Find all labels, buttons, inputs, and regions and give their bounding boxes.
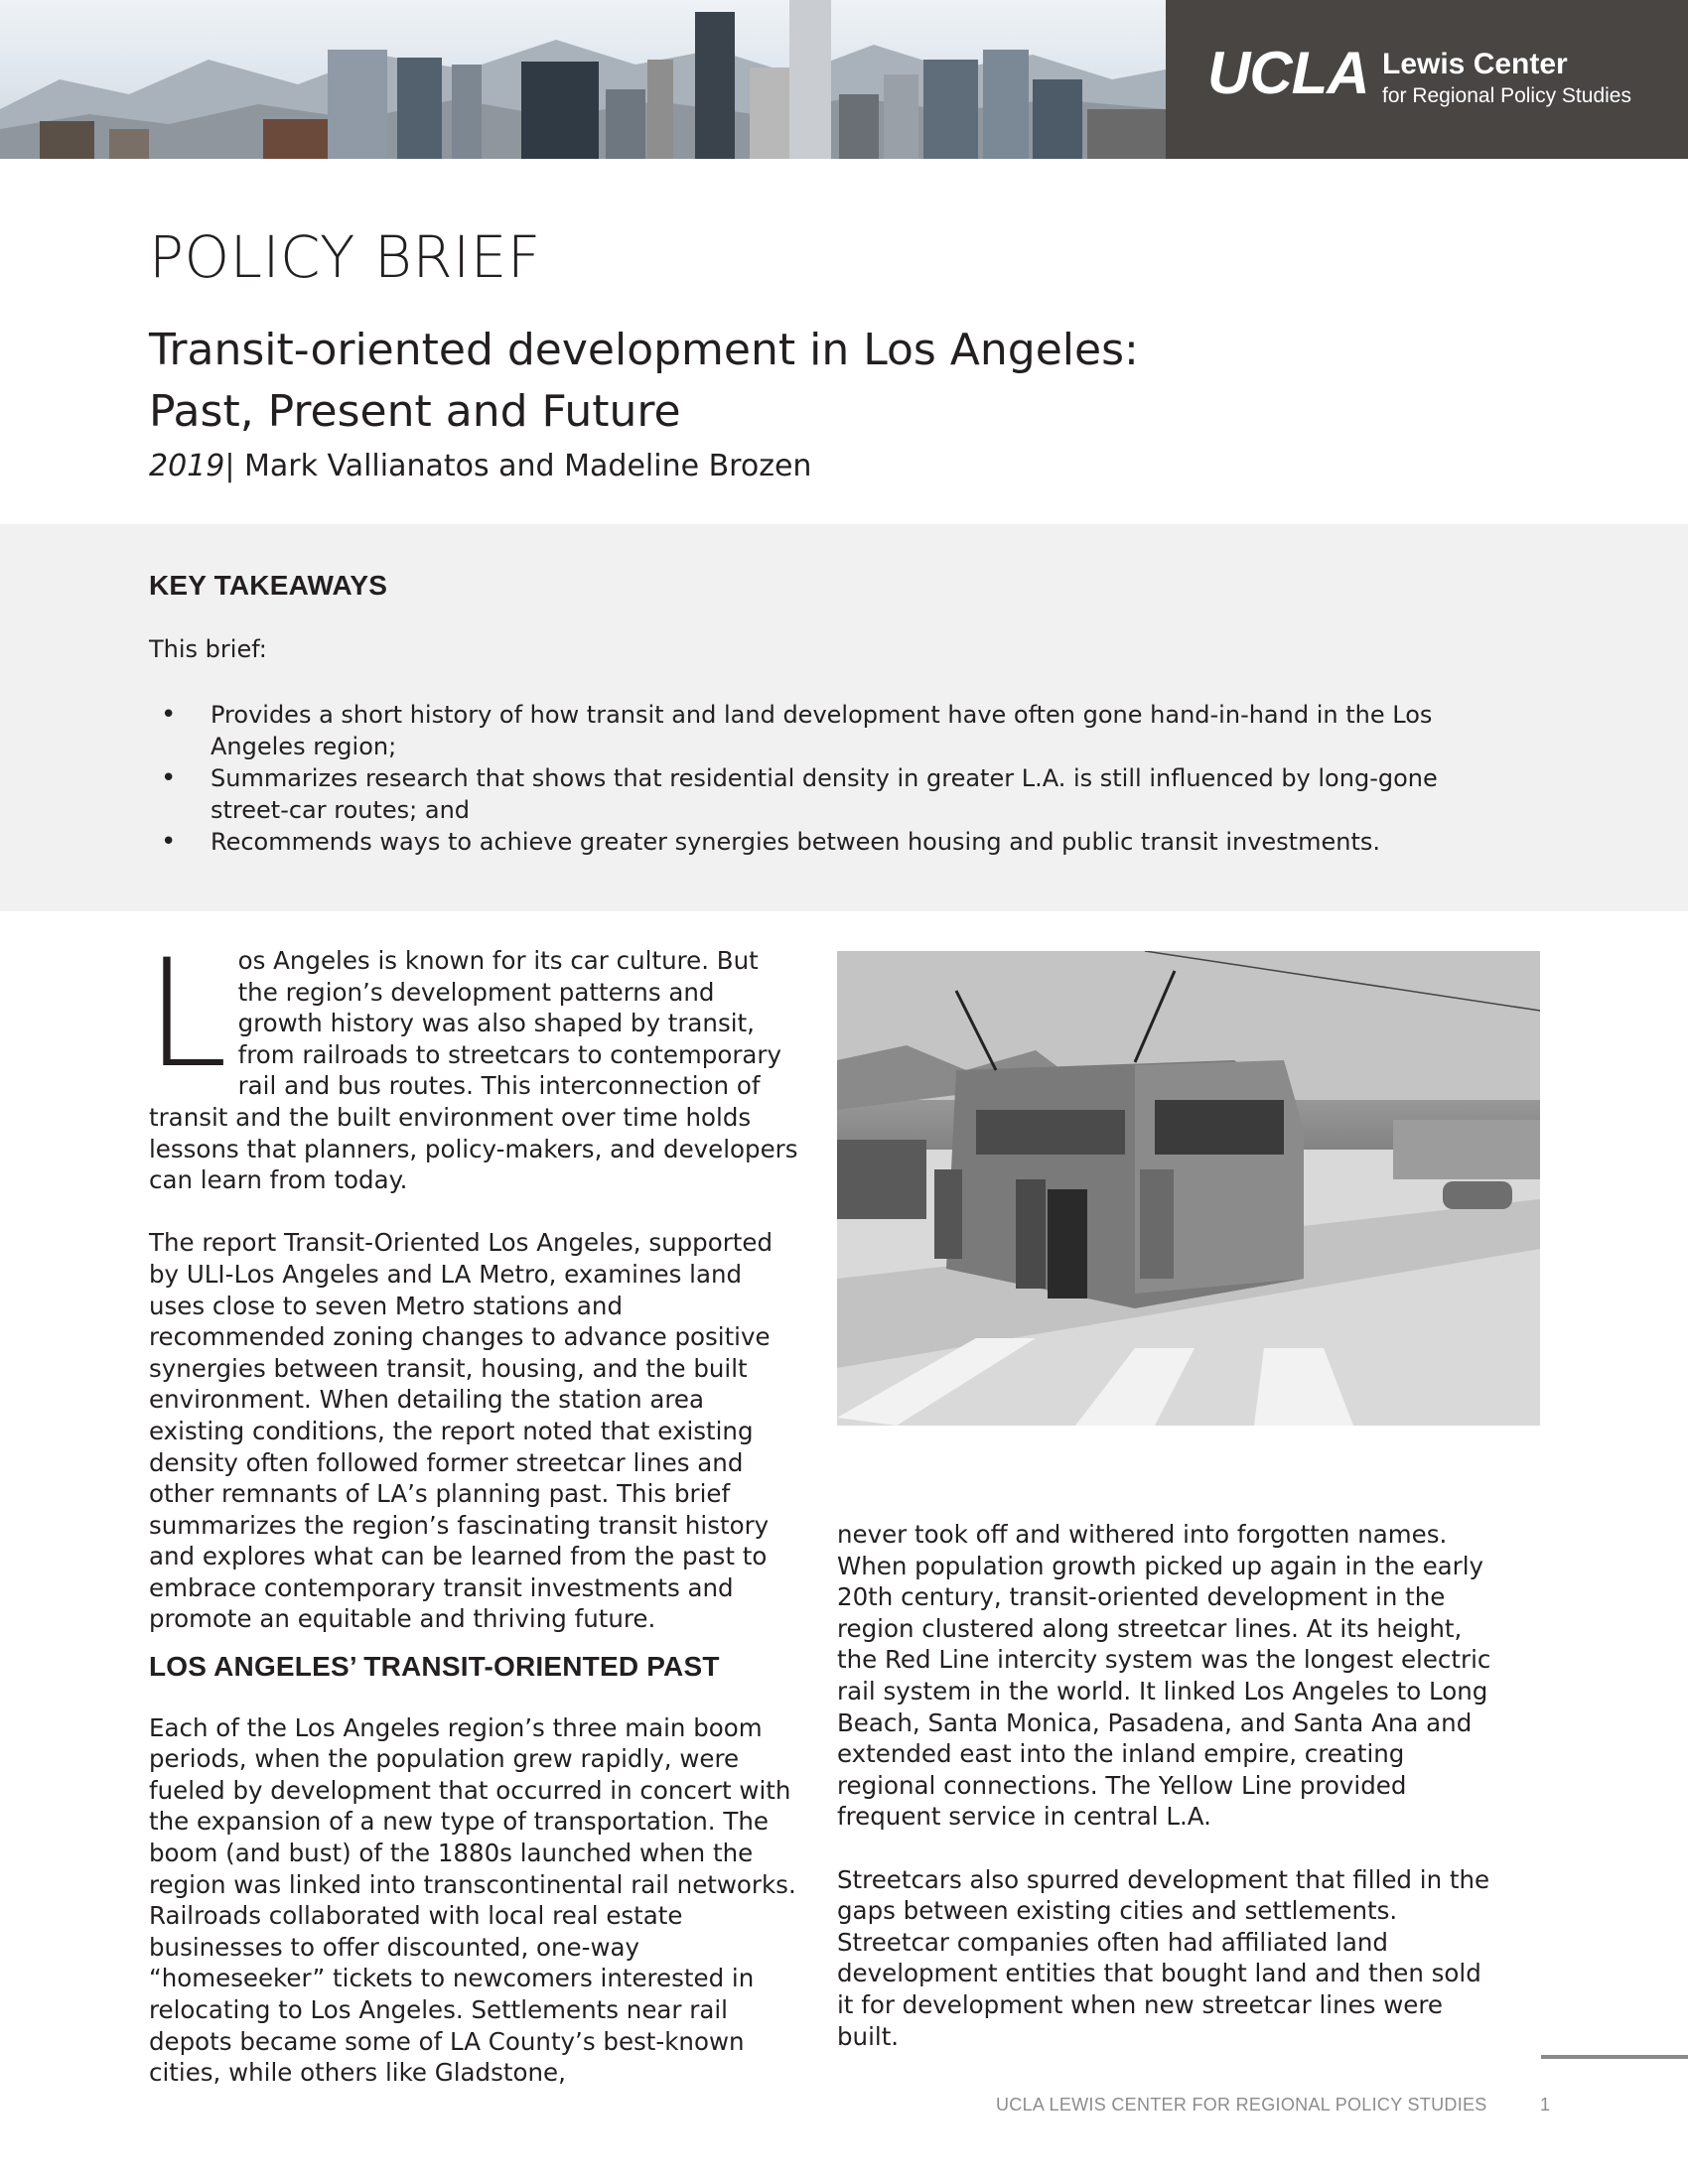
header-banner <box>0 0 1688 159</box>
key-takeaways-list <box>149 699 1519 858</box>
ucla-logo: UCLA <box>1207 40 1369 106</box>
streetcar-photo <box>837 951 1540 1426</box>
publication-year: 2019 <box>149 449 225 483</box>
report-paragraph: The report Transit-Oriented Los Angeles, supported by ULI-Los Angeles and LA Metro, examines land uses close to seven Metro stations and recommended zoning changes to advance positive synergies between transit, housing, and the built environment. When detailing the station area existing conditions, the report noted that existing density often followed former streetcar lines and other remnants of LA’s planning past. This brief summarizes the region’s fascinating transit history and explores what can be learned from the past to embrace contemporary transit investments and promote an equitable and thriving future. <box>149 1228 774 1634</box>
intro-text: os Angeles is known for its car culture. But the region’s development patterns and growth history was also shaped by transit, from railroads to streetcars to contemporary rail and bus routes. This interconnection of transit and the built environment over time holds lessons that planners, policy-makers, and developers can learn from today. <box>149 946 798 1195</box>
takeaway-item: • Summarizes research that shows that residential density in greater L.A. is still influenced by long-gone street-car routes; and <box>149 762 1519 826</box>
intro-paragraph <box>145 928 804 1196</box>
body-column-right <box>837 1519 1500 2052</box>
body-column-left <box>145 928 804 2089</box>
boom-paragraph: Each of the Los Angeles region’s three main boom periods, when the population grew rapidly, were fueled by development that occurred in concert with the expansion of a new type of transportation. The boom (and bust) of the 1880s launched when the region was linked into transcontinental rail networks. Railroads collaborated with local real estate businesses to offer discounted, one-way “homeseeker” tickets to newcomers interested in relocating to Los Angeles. Settlements near rail depots became some of LA County’s best-known cities, while others like Gladstone, <box>149 1712 796 2088</box>
takeaway-item: • Provides a short history of how transit and land development have often gone hand-in-hand in the Los Angeles region; <box>149 699 1519 762</box>
key-takeaways-intro: This brief: <box>149 635 267 663</box>
center-subtitle: for Regional Policy Studies <box>1382 84 1631 107</box>
streetcar-paragraph: Streetcars also spurred development that filled in the gaps between existing cities and settlements. Streetcar companies often had affiliated land development entities that bought land and then sold it for development when new streetcar lines were built. <box>837 1864 1490 2051</box>
takeaway-item: • Recommends ways to achieve greater synergies between housing and public transit investments. <box>149 826 1519 858</box>
authors: | Mark Vallianatos and Madeline Brozen <box>224 449 812 483</box>
continued-paragraph: never took off and withered into forgotten names. When population growth picked up again in the early 20th century, transit-oriented development in the region clustered along streetcar lines. At its height, the Red Line intercity system was the longest electric rail system in the world. It linked Los Angeles to Long Beach, Santa Monica, Pasadena, and Santa Ana and extended east into the inland empire, creating regional connections. The Yellow Line provided frequent service in central L.A. <box>837 1520 1491 1832</box>
document-title <box>149 320 1440 443</box>
document-type-label: POLICY BRIEF <box>149 223 541 291</box>
key-takeaways-heading: KEY TAKEAWAYS <box>149 570 388 601</box>
page-number: 1 <box>1540 2095 1551 2115</box>
byline <box>149 449 811 484</box>
los-angeles-skyline-image <box>0 0 1166 159</box>
lewis-center-brand-block <box>1166 0 1688 159</box>
drop-cap: L <box>145 928 228 1101</box>
section-heading: LOS ANGELES’ TRANSIT-ORIENTED PAST <box>149 1651 720 1683</box>
center-name: Lewis Center <box>1382 48 1568 80</box>
footer-rule <box>1541 2055 1688 2059</box>
title-line-2: Past, Present and Future <box>149 386 681 437</box>
footer-organization: UCLA LEWIS CENTER FOR REGIONAL POLICY STUDIES <box>996 2095 1487 2115</box>
title-line-1: Transit-oriented development in Los Angeles: <box>149 325 1139 375</box>
